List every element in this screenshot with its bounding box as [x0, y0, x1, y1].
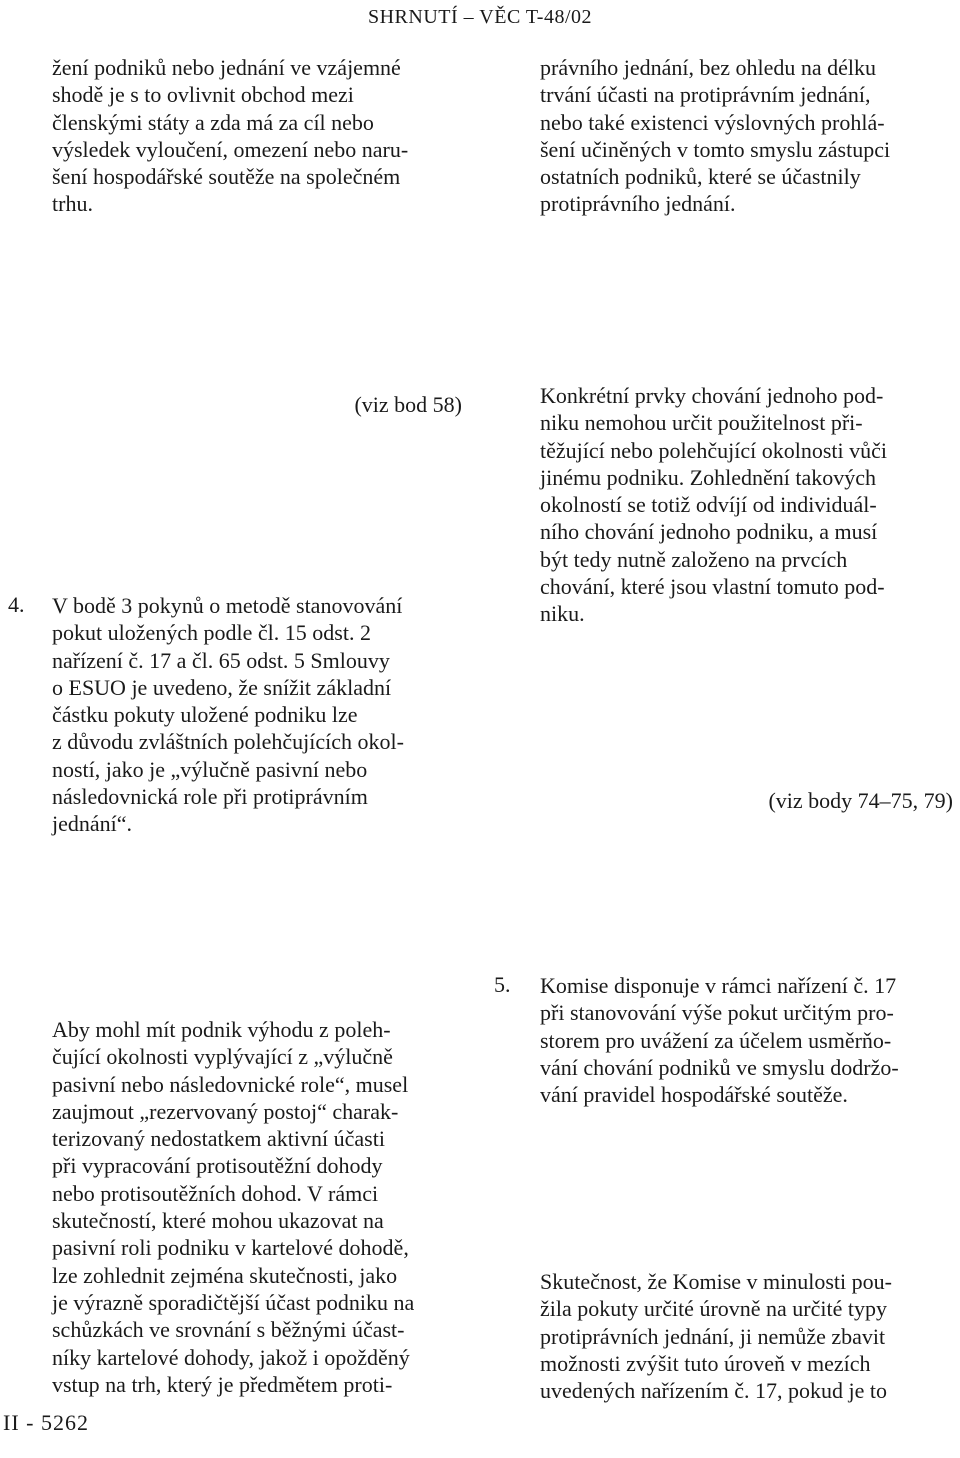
text-line: skutečností, které mohou ukazovat na [52, 1208, 384, 1234]
text-line: protiprávního jednání. [540, 191, 736, 217]
text-line: Konkrétní prvky chování jednoho pod- [540, 383, 884, 408]
text-line: těžující nebo polehčující okolnosti vůči [540, 437, 888, 463]
text-line: jinému podniku. Zohlednění takových [540, 464, 877, 490]
point-4-paragraph [52, 592, 462, 838]
text-line: lze zohlednit zejména skutečnosti, jako [52, 1262, 398, 1288]
text-line: shodě je s to ovlivnit obchod mezi [52, 82, 354, 108]
text-line: pokut uložených podle čl. 15 odst. 2 [52, 620, 371, 646]
text-line: členskými státy a zda má za cíl nebo [52, 109, 374, 135]
text-line: Komise disponuje v rámci nařízení č. 17 [540, 973, 897, 998]
text-line: vání chování podniků ve smyslu dodržo- [540, 1054, 899, 1080]
point-number-5: 5. [494, 972, 511, 997]
text-line: žení podniků nebo jednání ve vzájemné [52, 55, 401, 80]
text-line: vání pravidel hospodářské soutěže. [540, 1082, 848, 1108]
text-line: Aby mohl mít podnik výhodu z poleh- [52, 1017, 391, 1042]
point-number-4: 4. [8, 592, 25, 617]
text-line: šení hospodářské soutěže na společném [52, 164, 401, 190]
text-line: pasivní roli podniku v kartelové dohodě, [52, 1235, 409, 1261]
text-line: ostatních podniků, které se účastnily [540, 164, 861, 190]
text-line: čující okolnosti vyplývající z „výlučně [52, 1044, 393, 1070]
text-line: jednání“. [52, 811, 133, 837]
text-line: ního chování jednoho podniku, a musí [540, 519, 878, 545]
text-line: zaujmout „rezervovaný postoj“ charak- [52, 1098, 399, 1124]
text-line: pasivní nebo následovnické role“, musel [52, 1071, 409, 1097]
text-line: trvání účasti na protiprávním jednání, [540, 82, 871, 108]
text-line: schůzkách ve srovnání s běžnými účast- [52, 1317, 405, 1343]
text-line: při stanovování výše pokut určitým pro- [540, 1000, 894, 1026]
right-top-paragraph [540, 54, 955, 218]
text-line: být tedy nutně založeno na prvcích [540, 546, 848, 572]
text-line: výsledek vyloučení, omezení nebo naru- [52, 136, 409, 162]
text-line: Skutečnost, že Komise v minulosti pou- [540, 1269, 892, 1294]
reference-bod-58: (viz bod 58) [354, 392, 462, 417]
text-line: V bodě 3 pokynů o metodě stanovování [52, 593, 403, 618]
text-line: žila pokuty určité úrovně na určité typy [540, 1296, 887, 1322]
right-mid-paragraph [540, 382, 955, 628]
text-line: vstup na trh, který je předmětem proti- [52, 1371, 393, 1397]
text-line: částku pokuty uložené podniku lze [52, 702, 358, 728]
text-line: trhu. [52, 191, 93, 217]
text-line: ností, jako je „výlučně pasivní nebo [52, 756, 368, 782]
point-5-paragraph [540, 972, 955, 1108]
text-line: niku. [540, 601, 585, 627]
text-line: při vypracování protisoutěžní dohody [52, 1153, 383, 1179]
text-line: je výrazně sporadičtější účast podniku na [52, 1289, 415, 1315]
running-header: SHRNUTÍ – VĚC T-48/02 [367, 6, 593, 28]
right-bottom-paragraph [540, 1268, 955, 1404]
text-line: uvedených nařízením č. 17, pokud je to [540, 1378, 888, 1404]
text-line: nebo také existenci výslovných prohlá- [540, 109, 885, 135]
text-line: terizovaný nedostatkem aktivní účasti [52, 1126, 385, 1152]
text-line: šení učiněných v tomto smyslu zástupci [540, 136, 891, 162]
reference-body-74-75-79: (viz body 74–75, 79) [768, 788, 953, 813]
text-line: niku nemohou určit použitelnost při- [540, 410, 863, 436]
text-line: možnosti zvýšit tuto úroveň v mezích [540, 1350, 871, 1376]
text-line: okolností se totiž odvíjí od individuál- [540, 492, 877, 518]
page-number: II - 5262 [3, 1410, 89, 1435]
text-line: storem pro uvážení za účelem usměrňo- [540, 1027, 892, 1053]
text-line: právního jednání, bez ohledu na délku [540, 55, 877, 80]
text-line: nebo protisoutěžních dohod. V rámci [52, 1180, 379, 1206]
text-line: následovnická role při protiprávním [52, 784, 368, 810]
text-line: chování, které jsou vlastní tomuto pod- [540, 574, 885, 600]
text-line: níky kartelové dohody, jakož i opožděný [52, 1344, 410, 1370]
text-line: o ESUO je uvedeno, že snížit základní [52, 674, 392, 700]
left-bottom-paragraph [52, 1016, 462, 1398]
text-line: nařízení č. 17 a čl. 65 odst. 5 Smlouvy [52, 647, 390, 673]
text-line: z důvodu zvláštních polehčujících okol- [52, 729, 404, 755]
left-top-paragraph [52, 54, 462, 218]
text-line: protiprávních jednání, ji nemůže zbavit [540, 1323, 886, 1349]
